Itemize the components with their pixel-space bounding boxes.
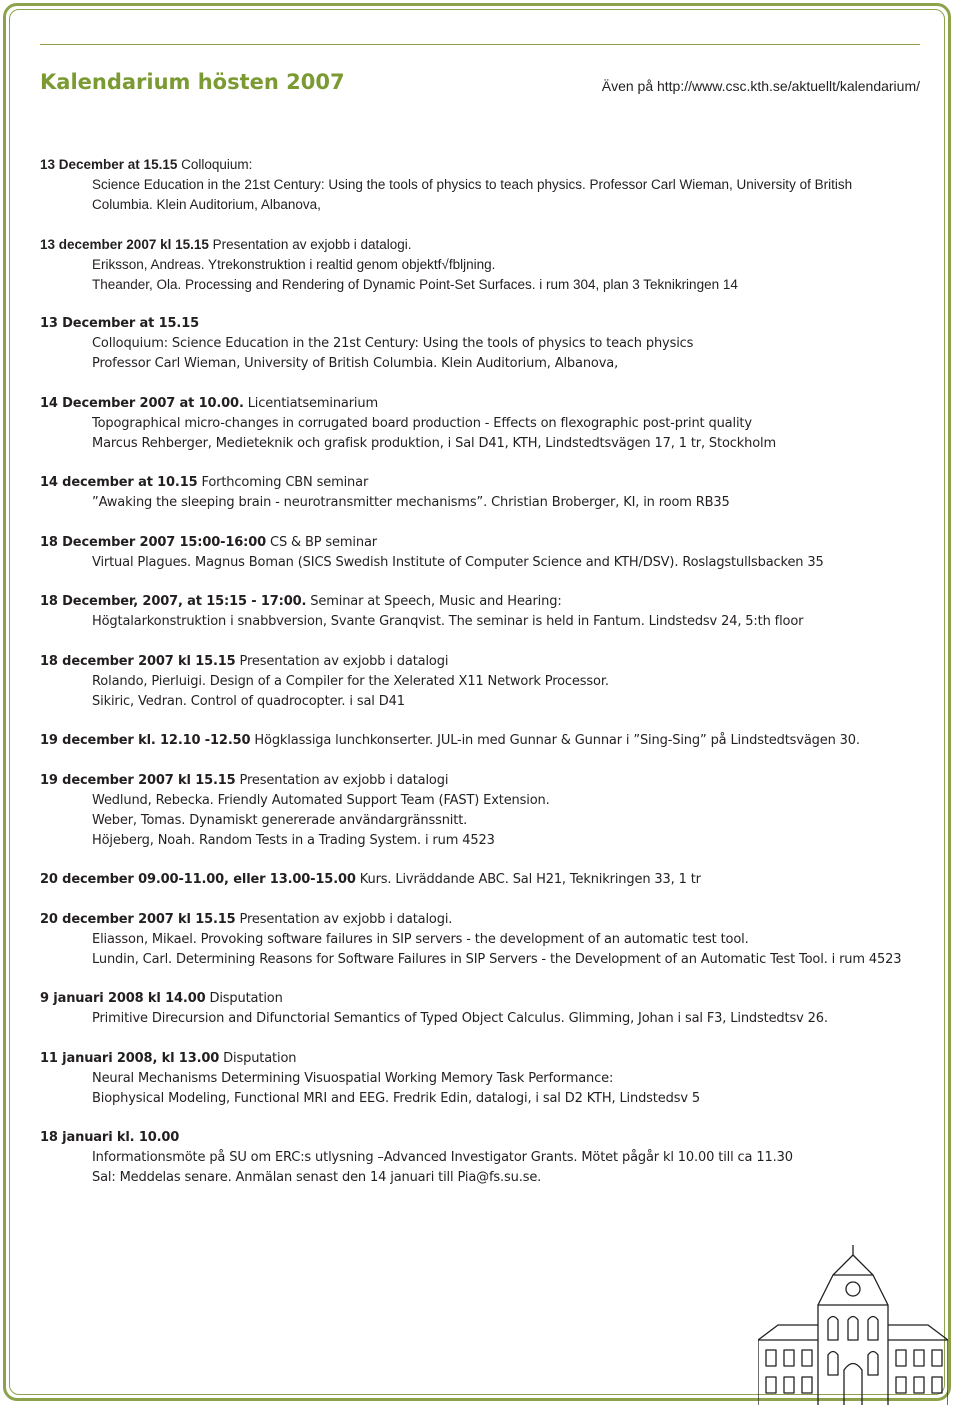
calendar-entry <box>40 473 920 513</box>
entry-heading <box>40 652 920 672</box>
calendar-entry <box>40 731 920 751</box>
entry-detail-line: Wedlund, Rebecka. Friendly Automated Support Team (FAST) Extension. <box>92 792 550 808</box>
entry-heading <box>40 592 920 612</box>
entry-title: Högklassiga lunchkonserter. JUL-in med Gunnar & Gunnar i ”Sing-Sing” på Lindstedtsvägen 30. <box>250 733 860 748</box>
entry-detail-line: Columbia. Klein Auditorium, Albanova, <box>92 197 321 212</box>
entry-detail-line: Eliasson, Mikael. Provoking software failures in SIP servers - the development of an automatic test tool. <box>92 931 749 947</box>
entry-detail-line: Neural Mechanisms Determining Visuospatial Working Memory Task Performance: <box>92 1070 614 1086</box>
page-title: Kalendarium hösten 2007 <box>40 70 345 94</box>
entry-detail-line: Lundin, Carl. Determining Reasons for Software Failures in SIP Servers - the Development of an Automatic Test Tool. i rum 4523 <box>92 951 902 967</box>
entry-title: Presentation av exjobb i datalogi <box>235 653 449 669</box>
entry-detail-line: Science Education in the 21st Century: Using the tools of physics to teach physics. Professor Carl Wieman, University of British <box>92 177 853 192</box>
entry-detail-line: Eriksson, Andreas. Ytrekonstruktion i realtid genom objektf√fbljning. <box>92 256 496 272</box>
entry-title: Presentation av exjobb i datalogi. <box>208 236 412 252</box>
entry-title: Colloquium: <box>177 157 253 172</box>
entry-detail-line: Theander, Ola. Processing and Rendering of Dynamic Point-Set Surfaces. i rum 304, plan 3 Teknikringen 14 <box>92 276 738 292</box>
calendar-entry <box>40 771 920 851</box>
entry-title: Kurs. Livräddande ABC. Sal H21, Teknikringen 33, 1 tr <box>355 872 701 887</box>
calendar-entry <box>40 592 920 632</box>
entry-heading <box>40 989 920 1009</box>
entry-date: 13 december 2007 kl 15.15 <box>40 236 209 252</box>
entry-heading <box>40 1128 920 1148</box>
calendar-entry <box>40 870 920 890</box>
entry-date: 18 december 2007 kl 15.15 <box>40 653 236 669</box>
building-illustration <box>758 1245 948 1405</box>
entry-date: 13 December at 15.15 <box>40 157 178 172</box>
entry-heading <box>40 910 920 930</box>
entry-title: Presentation av exjobb i datalogi <box>235 772 449 788</box>
entry-title: Presentation av exjobb i datalogi. <box>235 911 453 927</box>
entry-date: 9 januari 2008 kl 14.00 <box>40 991 206 1006</box>
entry-detail-line: Topographical micro-changes in corrugated board production - Effects on flexographic post-print quality <box>92 415 752 431</box>
entry-heading <box>40 155 920 175</box>
entry-heading <box>40 1049 920 1069</box>
entry-date: 18 December 2007 15:00-16:00 <box>40 534 267 550</box>
entry-heading <box>40 731 920 751</box>
entry-title: Disputation <box>205 991 283 1006</box>
entry-detail-line: Informationsmöte på SU om ERC:s utlysning –Advanced Investigator Grants. Mötet pågår kl 10.00 till ca 11.30 <box>92 1150 793 1165</box>
entry-title: Disputation <box>219 1050 297 1066</box>
entry-date: 14 December 2007 at 10.00. <box>40 395 244 411</box>
entry-detail-line: Colloquium: Science Education in the 21st Century: Using the tools of physics to teach physics <box>92 336 694 351</box>
calendar-entry <box>40 314 920 374</box>
entry-detail-line: Sal: Meddelas senare. Anmälan senast den 14 januari till Pia@fs.su.se. <box>92 1170 542 1185</box>
entry-title: Licentiatseminarium <box>243 395 378 411</box>
calendar-entry <box>40 1128 920 1188</box>
entry-detail-line: Marcus Rehberger, Medieteknik och grafisk produktion, i Sal D41, KTH, Lindstedtsvägen 17, 1 tr, Stockholm <box>92 435 777 451</box>
entry-heading <box>40 473 920 493</box>
calendar-entry <box>40 910 920 970</box>
entry-date: 11 januari 2008, kl 13.00 <box>40 1050 220 1066</box>
entry-detail-line: Sikiric, Vedran. Control of quadrocopter. i sal D41 <box>92 693 405 709</box>
calendar-url: Även på http://www.csc.kth.se/aktuellt/kalendarium/ <box>601 78 920 94</box>
entry-detail-line: Professor Carl Wieman, University of British Columbia. Klein Auditorium, Albanova, <box>92 356 619 371</box>
entry-date: 19 december kl. 12.10 -12.50 <box>40 733 251 748</box>
calendar-entries <box>40 155 920 1208</box>
entry-detail-line: ”Awaking the sleeping brain - neurotransmitter mechanisms”. Christian Broberger, KI, in room RB35 <box>92 495 730 510</box>
entry-heading <box>40 314 920 334</box>
entry-date: 14 december at 10.15 <box>40 475 198 490</box>
entry-detail-line: Biophysical Modeling, Functional MRI and EEG. Fredrik Edin, datalogi, i sal D2 KTH, Lindstedsv 5 <box>92 1090 700 1106</box>
entry-detail-line: Primitive Direcursion and Difunctorial Semantics of Typed Object Calculus. Glimming, Johan i sal F3, Lindstedtsv 26. <box>92 1011 828 1026</box>
entry-detail-line: Höjeberg, Noah. Random Tests in a Trading System. i rum 4523 <box>92 832 495 848</box>
entry-detail-line: Weber, Tomas. Dynamiskt genererade användargränssnitt. <box>92 812 468 828</box>
calendar-entry <box>40 989 920 1029</box>
entry-heading <box>40 235 920 255</box>
calendar-entry <box>40 235 920 295</box>
entry-date: 18 December, 2007, at 15:15 - 17:00. <box>40 594 307 609</box>
calendar-entry <box>40 394 920 454</box>
entry-heading <box>40 771 920 791</box>
entry-date: 19 december 2007 kl 15.15 <box>40 772 236 788</box>
entry-date: 18 januari kl. 10.00 <box>40 1130 180 1145</box>
entry-heading <box>40 533 920 553</box>
entry-detail-line: Högtalarkonstruktion i snabbversion, Svante Granqvist. The seminar is held in Fantum. Lindstedsv 24, 5:th floor <box>92 614 804 629</box>
calendar-entry <box>40 652 920 712</box>
entry-title: CS & BP seminar <box>266 534 377 550</box>
header-rule <box>40 44 920 45</box>
entry-date: 13 December at 15.15 <box>40 316 199 331</box>
entry-detail-line: Rolando, Pierluigi. Design of a Compiler for the Xelerated X11 Network Processor. <box>92 673 609 689</box>
entry-title: Seminar at Speech, Music and Hearing: <box>306 594 562 609</box>
entry-heading <box>40 394 920 414</box>
entry-heading <box>40 870 920 890</box>
calendar-entry <box>40 155 920 215</box>
entry-detail-line: Virtual Plagues. Magnus Boman (SICS Swedish Institute of Computer Science and KTH/DSV). Roslagstullsbacken 35 <box>92 554 824 570</box>
calendar-entry <box>40 1049 920 1109</box>
entry-title: Forthcoming CBN seminar <box>197 475 369 490</box>
entry-date: 20 december 09.00-11.00, eller 13.00-15.00 <box>40 872 356 887</box>
entry-date: 20 december 2007 kl 15.15 <box>40 911 236 927</box>
calendar-entry <box>40 533 920 573</box>
